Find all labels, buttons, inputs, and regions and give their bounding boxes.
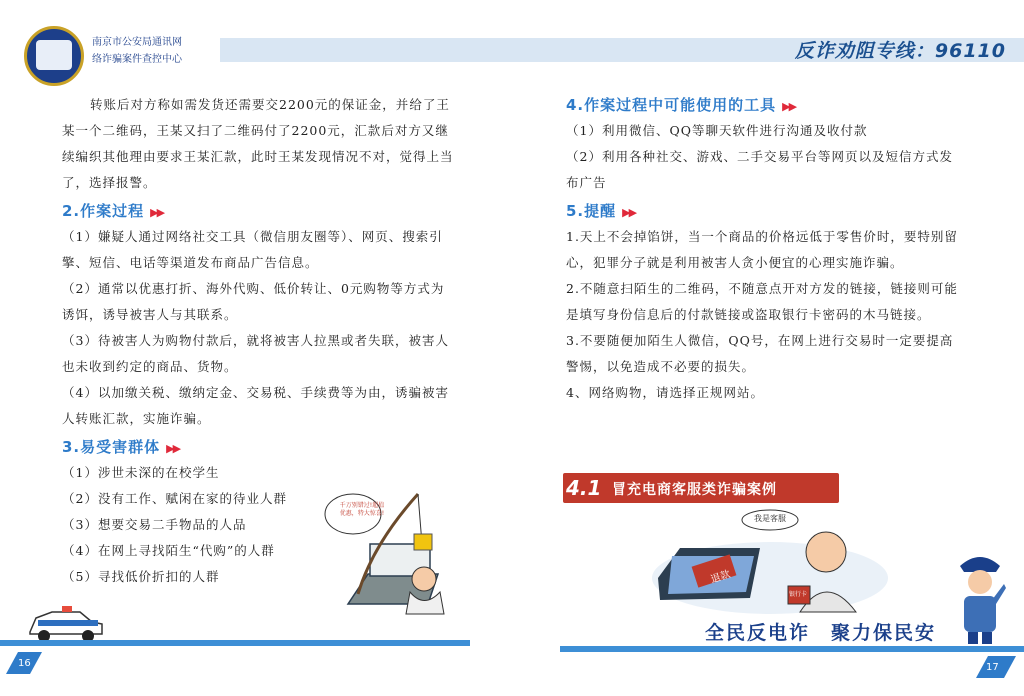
list-item: （2）没有工作、赋闲在家的待业人群 xyxy=(62,491,287,506)
list-item: （1）涉世未深的在校学生 xyxy=(62,465,220,480)
list-item: 3.不要随便加陌生人微信，QQ号，在网上进行交易时一定要提高警惕，以免造成不必要的损失。 xyxy=(566,333,954,374)
case-number: 4.1 xyxy=(566,476,602,500)
section-5-list xyxy=(566,224,958,406)
org-name xyxy=(92,34,182,68)
list-item: （2）通常以优惠打折、海外代购、低价转让、0元购物等方式为诱饵，诱导被害人与其联系。 xyxy=(62,281,445,322)
section-3-title: 3.易受害群体 xyxy=(62,438,161,456)
slogan: 全民反电诈 聚力保民安 xyxy=(705,622,937,644)
page-number-left: 16 xyxy=(18,658,31,669)
list-item: 4、网络购物，请选择正规网站。 xyxy=(566,385,764,400)
section-2-title: 2.作案过程 xyxy=(62,202,145,220)
list-item: 1.天上不会掉馅饼，当一个商品的价格远低于零售价时，要特别留心，犯罪分子就是利用被害人贪小便宜的心理实施诈骗。 xyxy=(566,229,958,270)
footer-stripe-right xyxy=(560,646,1024,652)
double-arrow-icon: ▶▶ xyxy=(782,100,796,113)
bank-card-label: 银行卡 xyxy=(789,591,808,598)
section-4-title: 4.作案过程中可能使用的工具 xyxy=(566,96,777,114)
double-arrow-icon: ▶▶ xyxy=(622,206,636,219)
service-speech-bubble: 我是客服 xyxy=(754,514,786,523)
hook-speech-bubble: 千万别错过!超值优惠，特大惊喜! xyxy=(339,502,385,517)
section-5-title: 5.提醒 xyxy=(566,202,617,220)
fake-service-illustration xyxy=(650,508,890,616)
police-officer-icon xyxy=(952,548,1008,644)
footer-stripe-left xyxy=(0,640,470,646)
page-number-right: 17 xyxy=(986,662,999,673)
section-5-heading xyxy=(566,200,635,221)
section-3-heading xyxy=(62,436,179,457)
badge-shield-icon xyxy=(36,40,72,70)
section-2-heading xyxy=(62,200,163,221)
list-item: （1）利用微信、QQ等聊天软件进行沟通及收付款 xyxy=(566,123,868,138)
list-item: （3）想要交易二手物品的人品 xyxy=(62,517,247,532)
section-3-list xyxy=(62,460,352,590)
section-4-list xyxy=(566,118,958,196)
intro-paragraph: 转账后对方称如需发货还需要交2200元的保证金，并给了王某一个二维码，王某又扫了二维码付了2200元，汇款后对方又继续编织其他理由要求王某汇款，此时王某发现情况不对，觉得上当了，选择报警。 xyxy=(62,97,454,190)
section-4-heading xyxy=(566,94,795,115)
case-title: 冒充电商客服类诈骗案例 xyxy=(612,482,777,498)
double-arrow-icon: ▶▶ xyxy=(150,206,164,219)
org-name-line1: 南京市公安局通讯网 xyxy=(92,37,182,48)
police-car-icon xyxy=(26,604,106,644)
hotline-text: 反诈劝阻专线：96110 xyxy=(794,40,1006,62)
org-name-line2: 络诈骗案件查控中心 xyxy=(92,54,182,65)
list-item: （2）利用各种社交、游戏、二手交易平台等网页以及短信方式发布广告 xyxy=(566,149,953,190)
double-arrow-icon: ▶▶ xyxy=(166,442,180,455)
section-2-list xyxy=(62,224,454,432)
list-item: （4）以加缴关税、缴纳定金、交易税、手续费等为由，诱骗被害人转账汇款，实施诈骗。 xyxy=(62,385,449,426)
scam-hook-illustration xyxy=(318,474,468,624)
list-item: （3）待被害人为购物付款后，就将被害人拉黑或者失联，被害人也未收到约定的商品、货物。 xyxy=(62,333,449,374)
refund-screen-label: 退款 xyxy=(709,569,732,586)
list-item: （1）嫌疑人通过网络社交工具（微信朋友圈等）、网页、搜索引擎、短信、电话等渠道发布商品广告信息。 xyxy=(62,229,443,270)
list-item: （4）在网上寻找陌生“代购”的人群 xyxy=(62,543,275,558)
list-item: 2.不随意扫陌生的二维码，不随意点开对方发的链接，链接则可能是填写身份信息后的付款链接或盗取银行卡密码的木马链接。 xyxy=(566,281,958,322)
list-item: （5）寻找低价折扣的人群 xyxy=(62,569,220,584)
